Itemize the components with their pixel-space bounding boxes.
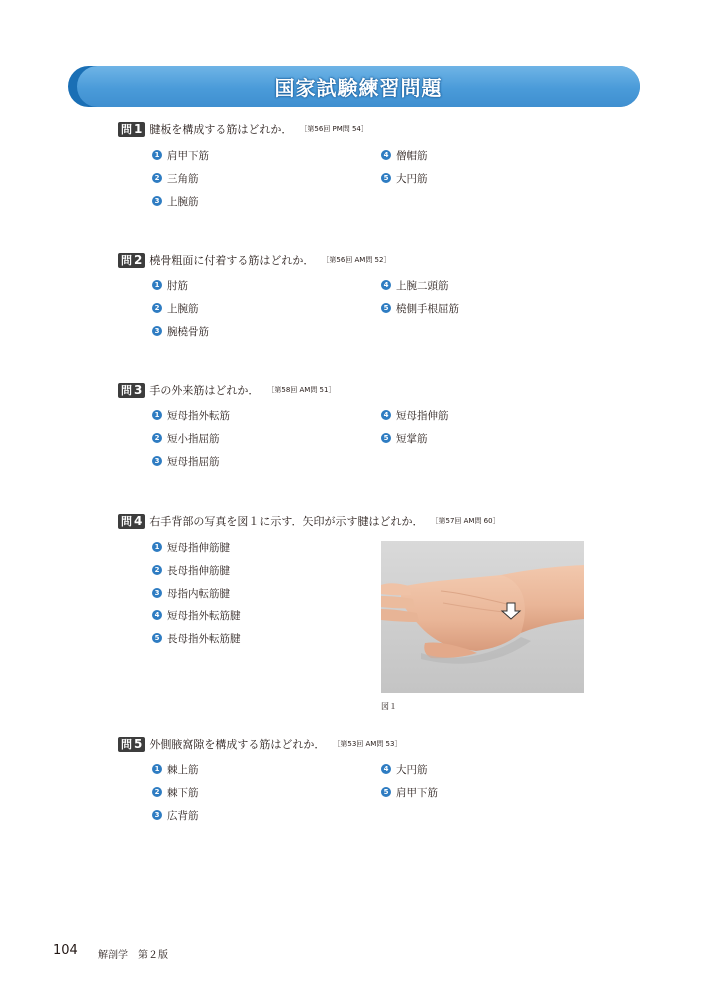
question-badge: 問 5 [118,737,145,752]
option-4-2: 2 長母指伸筋腱 [152,563,230,577]
question-badge: 問 1 [118,122,145,137]
page-number: 104 [53,943,78,958]
question-badge: 問 3 [118,383,145,398]
figure-photo-hand [381,541,584,693]
question-text: 右手背部の写真を図１に示す．矢印が示す腱はどれか． [149,515,424,528]
option-3-2: 2 短小指屈筋 [152,431,220,445]
option-3-1: 1 短母指外転筋 [152,408,230,422]
question-reference: ［第57回 AM問 60］ [431,517,500,525]
question-1 [118,121,368,137]
option-2-2: 2 上腕筋 [152,301,199,315]
question-header [118,382,335,398]
question-3 [118,382,335,398]
figure-label: 図１ [381,702,397,711]
section-banner [68,66,640,107]
option-4-5: 5 長母指外転筋腱 [152,631,241,645]
question-reference: ［第58回 AM問 51］ [267,386,336,394]
question-text: 外側腋窩隙を構成する筋はどれか． [149,738,326,751]
option-2-4: 4 上腕二頭筋 [381,278,449,292]
option-number-icon: 4 [381,280,391,290]
option-4-3: 3 母指内転筋腱 [152,586,230,600]
option-number-icon: 3 [152,810,162,820]
question-badge: 問 2 [118,253,145,268]
option-number-icon: 2 [152,787,162,797]
option-3-3: 3 短母指屈筋 [152,454,220,468]
question-header [118,252,390,268]
option-1-2: 2 三角筋 [152,171,199,185]
option-number-icon: 2 [152,173,162,183]
option-number-icon: 2 [152,303,162,313]
option-1-3: 3 上腕筋 [152,194,199,208]
option-1-1: 1 肩甲下筋 [152,148,209,162]
book-title: 解剖学 第２版 [98,950,168,961]
question-text: 手の外来筋はどれか． [149,384,260,397]
option-2-3: 3 腕橈骨筋 [152,324,209,338]
option-number-icon: 2 [152,433,162,443]
question-2 [118,252,390,268]
option-1-4: 4 僧帽筋 [381,148,428,162]
question-header [118,513,500,529]
option-number-icon: 1 [152,410,162,420]
option-3-4: 4 短母指伸筋 [381,408,449,422]
option-number-icon: 1 [152,764,162,774]
option-5-2: 2 棘下筋 [152,785,199,799]
option-5-4: 4 大円筋 [381,762,428,776]
option-number-icon: 3 [152,326,162,336]
question-reference: ［第56回 AM問 52］ [322,256,391,264]
question-text: 橈骨粗面に付着する筋はどれか． [149,254,315,267]
option-5-1: 1 棘上筋 [152,762,199,776]
option-2-5: 5 橈側手根屈筋 [381,301,459,315]
option-2-1: 1 肘筋 [152,278,188,292]
option-number-icon: 3 [152,196,162,206]
option-number-icon: 4 [381,764,391,774]
question-badge: 問 4 [118,514,145,529]
question-4 [118,513,500,529]
question-5 [118,736,401,752]
option-3-5: 5 短掌筋 [381,431,428,445]
option-number-icon: 4 [381,150,391,160]
option-number-icon: 3 [152,588,162,598]
option-number-icon: 5 [381,173,391,183]
option-number-icon: 1 [152,150,162,160]
question-text: 腱板を構成する筋はどれか． [149,123,293,136]
question-reference: ［第53回 AM問 53］ [333,740,402,748]
option-number-icon: 4 [152,610,162,620]
question-reference: ［第56回 PM問 54］ [300,125,368,133]
option-number-icon: 5 [381,433,391,443]
option-1-5: 5 大円筋 [381,171,428,185]
question-header [118,736,401,752]
option-4-4: 4 短母指外転筋腱 [152,608,241,622]
option-number-icon: 5 [381,303,391,313]
section-banner-inner [77,66,640,107]
option-5-3: 3 広背筋 [152,808,199,822]
option-number-icon: 1 [152,280,162,290]
option-4-1: 1 短母指伸筋腱 [152,540,230,554]
option-number-icon: 5 [152,633,162,643]
option-number-icon: 3 [152,456,162,466]
option-number-icon: 2 [152,565,162,575]
section-title: 国家試験練習問題 [274,76,443,100]
hand-illustration [381,541,584,693]
option-number-icon: 1 [152,542,162,552]
option-5-5: 5 肩甲下筋 [381,785,438,799]
question-header [118,121,368,137]
option-number-icon: 5 [381,787,391,797]
option-number-icon: 4 [381,410,391,420]
